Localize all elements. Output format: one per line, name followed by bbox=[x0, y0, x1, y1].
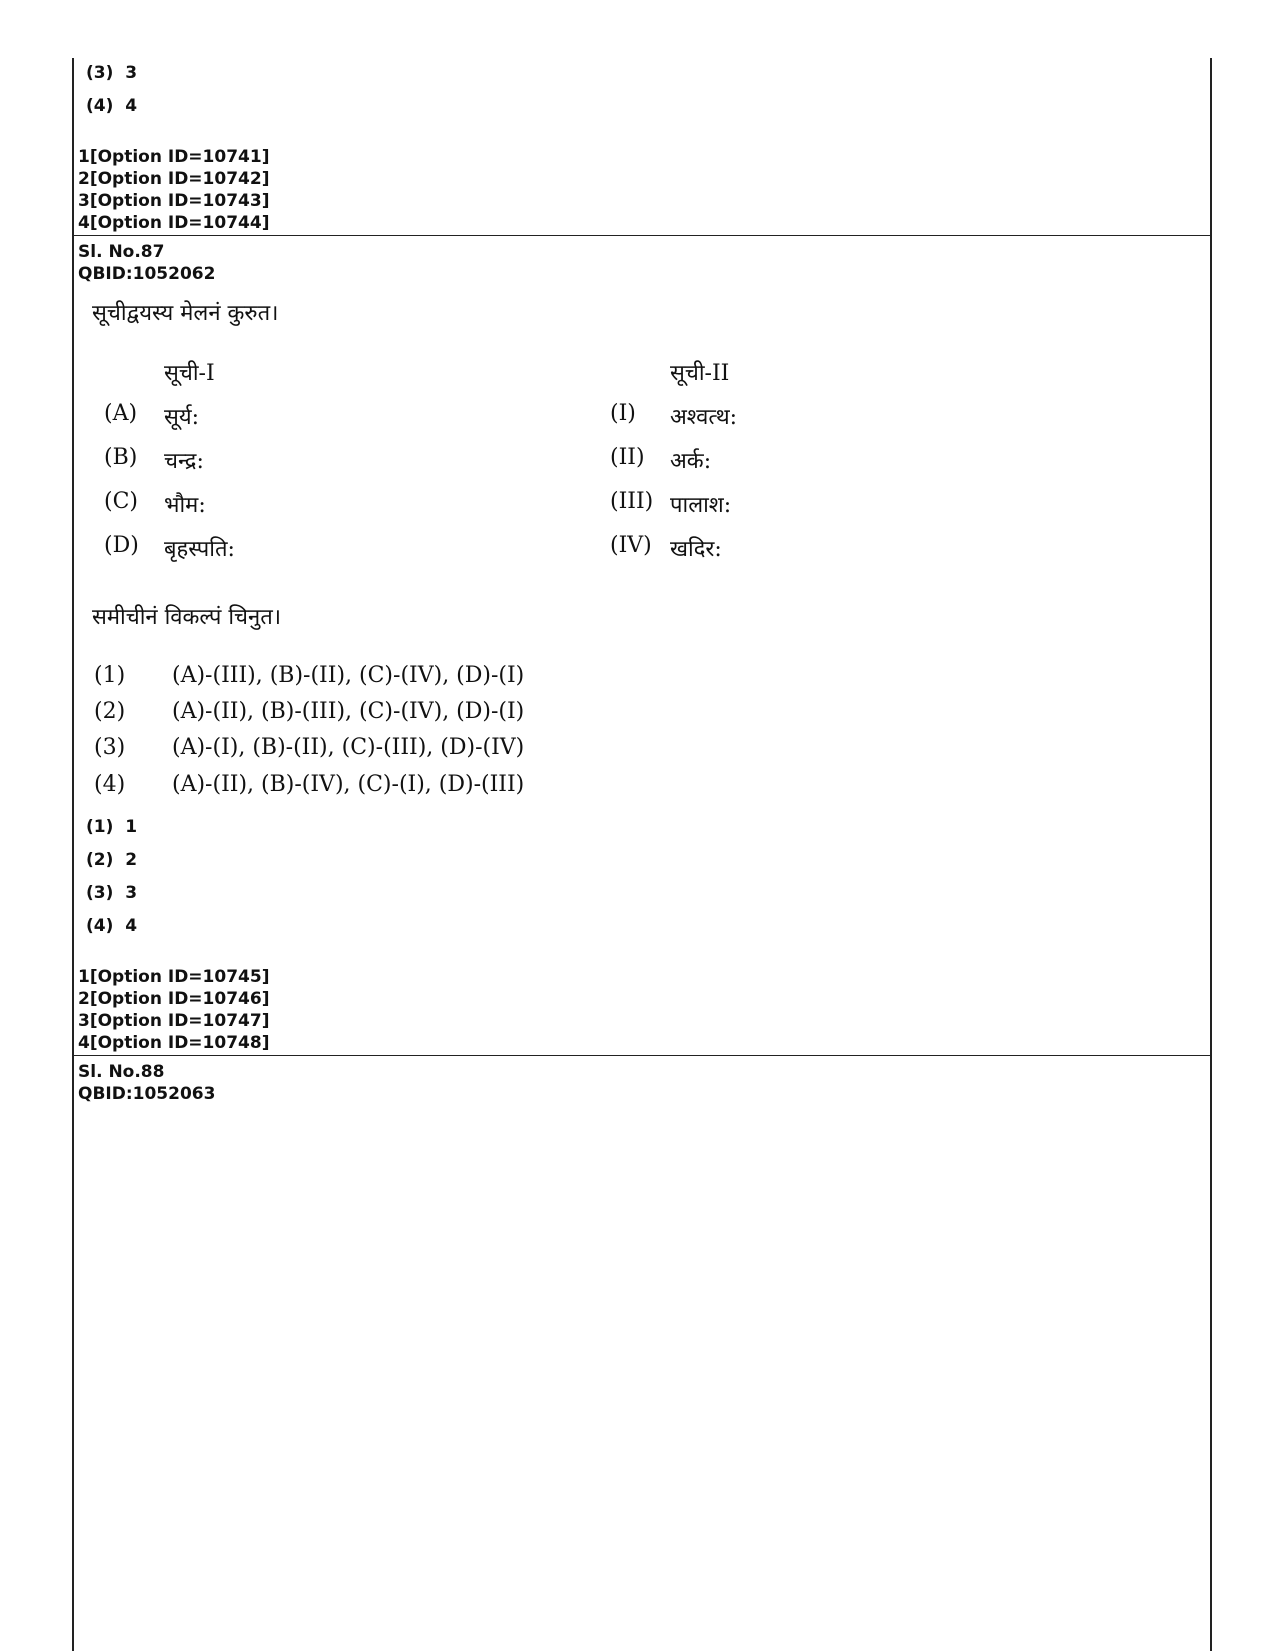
answer-number: (4) bbox=[86, 916, 114, 936]
serial-number: Sl. No.87 bbox=[78, 242, 165, 262]
answer-value: 1 bbox=[125, 817, 138, 837]
option-id: 2[Option ID=10742] bbox=[78, 169, 270, 189]
list2-key: (I) bbox=[610, 401, 636, 426]
question-bank-id: QBID:1052063 bbox=[78, 1084, 216, 1104]
option-id-list bbox=[78, 966, 269, 1054]
option-id: 3[Option ID=10743] bbox=[78, 191, 270, 211]
choice-number: (3) bbox=[94, 735, 126, 760]
choice-number: (4) bbox=[94, 772, 126, 797]
option-id: 4[Option ID=10748] bbox=[78, 1033, 270, 1053]
section-divider bbox=[72, 1055, 1212, 1056]
list1-key: (C) bbox=[104, 489, 138, 514]
list1-item: बृहस्पति: bbox=[164, 537, 235, 562]
list2-key: (II) bbox=[610, 445, 645, 470]
list1-key: (D) bbox=[104, 533, 139, 558]
list2-key: (III) bbox=[610, 489, 654, 514]
list2-title: सूची-II bbox=[670, 361, 730, 386]
answer-value: 3 bbox=[125, 883, 138, 903]
choice-number: (1) bbox=[94, 663, 126, 688]
choose-instruction: समीचीनं विकल्पं चिनुत। bbox=[92, 605, 282, 630]
answer-number: (2) bbox=[86, 850, 114, 870]
answer-option-4[interactable] bbox=[86, 96, 137, 116]
answer-option-2[interactable] bbox=[86, 850, 137, 870]
answer-option-3[interactable] bbox=[86, 63, 137, 83]
choice-text: (A)-(II), (B)-(IV), (C)-(I), (D)-(III) bbox=[172, 772, 525, 797]
answer-number: (3) bbox=[86, 63, 114, 83]
answer-value: 4 bbox=[125, 96, 138, 116]
list2-item: खदिर: bbox=[670, 537, 722, 562]
question-bank-id: QBID:1052062 bbox=[78, 264, 216, 284]
list1-item: सूर्य: bbox=[164, 405, 200, 430]
answer-number: (1) bbox=[86, 817, 114, 837]
answer-value: 2 bbox=[125, 850, 138, 870]
choice-text: (A)-(I), (B)-(II), (C)-(III), (D)-(IV) bbox=[172, 735, 525, 760]
option-id: 1[Option ID=10741] bbox=[78, 147, 270, 167]
answer-option-1[interactable] bbox=[86, 817, 137, 837]
list1-title: सूची-I bbox=[164, 361, 215, 386]
list2-item: अर्क: bbox=[670, 449, 712, 474]
list1-key: (B) bbox=[104, 445, 138, 470]
answer-number: (3) bbox=[86, 883, 114, 903]
answer-option-3[interactable] bbox=[86, 883, 137, 903]
option-id: 3[Option ID=10747] bbox=[78, 1011, 270, 1031]
serial-number: Sl. No.88 bbox=[78, 1062, 165, 1082]
list1-key: (A) bbox=[104, 401, 138, 426]
option-id: 4[Option ID=10744] bbox=[78, 213, 270, 233]
answer-value: 4 bbox=[125, 916, 138, 936]
option-id-list bbox=[78, 146, 269, 234]
list2-item: पालाश: bbox=[670, 493, 732, 518]
option-id: 2[Option ID=10746] bbox=[78, 989, 270, 1009]
question-header bbox=[78, 241, 215, 285]
question-prompt: सूचीद्वयस्य मेलनं कुरुत। bbox=[92, 301, 279, 326]
choice-text: (A)-(II), (B)-(III), (C)-(IV), (D)-(I) bbox=[172, 699, 525, 724]
list2-item: अश्वत्थ: bbox=[670, 405, 738, 430]
choice-number: (2) bbox=[94, 699, 126, 724]
answer-value: 3 bbox=[125, 63, 138, 83]
answer-number: (4) bbox=[86, 96, 114, 116]
answer-option-4[interactable] bbox=[86, 916, 137, 936]
list2-key: (IV) bbox=[610, 533, 652, 558]
option-id: 1[Option ID=10745] bbox=[78, 967, 270, 987]
list1-item: चन्द्र: bbox=[164, 449, 204, 474]
list1-item: भौम: bbox=[164, 493, 206, 518]
question-header bbox=[78, 1061, 215, 1105]
section-divider bbox=[72, 235, 1212, 236]
choice-text: (A)-(III), (B)-(II), (C)-(IV), (D)-(I) bbox=[172, 663, 525, 688]
